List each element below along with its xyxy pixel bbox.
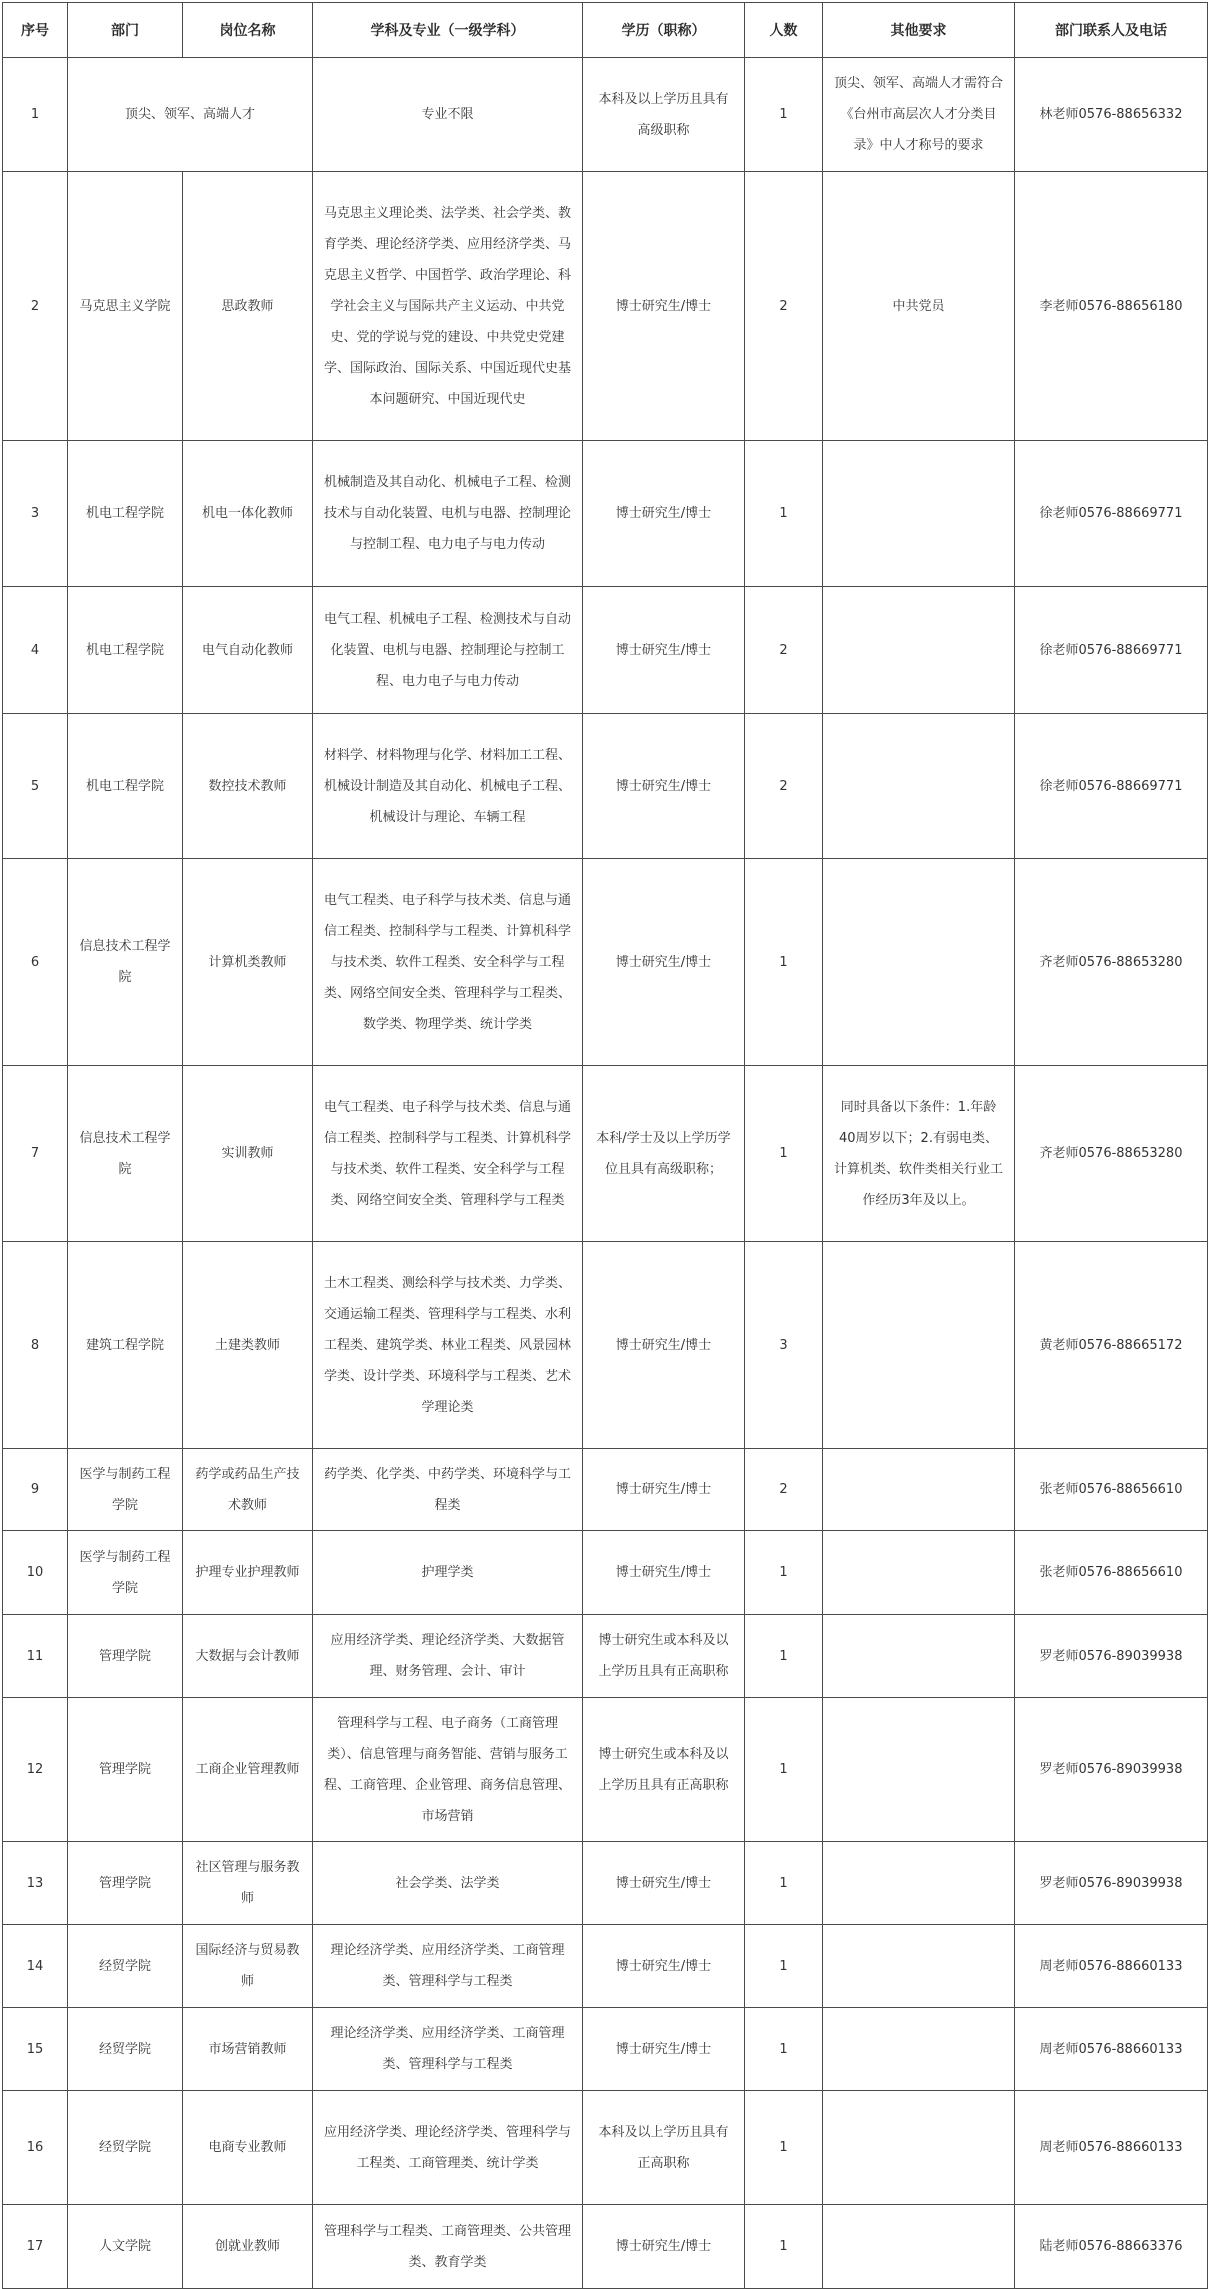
cell-major: 应用经济学类、理论经济学类、管理科学与工程类、工商管理类、统计学类: [313, 2091, 583, 2205]
cell-dept: 建筑工程学院: [68, 1242, 183, 1449]
cell-no: 10: [3, 1531, 68, 1615]
cell-dept: 人文学院: [68, 2205, 183, 2289]
cell-major: 土木工程类、测绘科学与技术类、力学类、交通运输工程类、管理科学与工程类、水利工程类、建筑学类、林业工程类、风景园林学类、设计学类、环境科学与工程类、艺术学理论类: [313, 1242, 583, 1449]
cell-count: 3: [745, 1242, 823, 1449]
cell-post: 大数据与会计教师: [183, 1615, 313, 1698]
cell-count: 2: [745, 1449, 823, 1531]
cell-count: 1: [745, 1842, 823, 1925]
cell-contact: 罗老师0576-89039938: [1015, 1615, 1208, 1698]
table-row: [3, 172, 1208, 441]
cell-other: [823, 1925, 1015, 2008]
cell-post: 国际经济与贸易教师: [183, 1925, 313, 2008]
cell-contact: 周老师0576-88660133: [1015, 2091, 1208, 2205]
cell-post: 药学或药品生产技术教师: [183, 1449, 313, 1531]
cell-count: 1: [745, 58, 823, 172]
table-row: [3, 859, 1208, 1066]
cell-dept: 医学与制药工程学院: [68, 1449, 183, 1531]
cell-no: 16: [3, 2091, 68, 2205]
cell-edu: 博士研究生/博士: [583, 714, 745, 859]
cell-no: 1: [3, 58, 68, 172]
cell-other: [823, 441, 1015, 587]
cell-major: 理论经济学类、应用经济学类、工商管理类、管理科学与工程类: [313, 1925, 583, 2008]
cell-dept: 经贸学院: [68, 2008, 183, 2091]
table-row: [3, 441, 1208, 587]
cell-contact: 周老师0576-88660133: [1015, 1925, 1208, 2008]
cell-other: 中共党员: [823, 172, 1015, 441]
cell-edu: 博士研究生或本科及以上学历且具有正高职称: [583, 1698, 745, 1842]
cell-major: 理论经济学类、应用经济学类、工商管理类、管理科学与工程类: [313, 2008, 583, 2091]
cell-major: 材料学、材料物理与化学、材料加工工程、机械设计制造及其自动化、机械电子工程、机械设计与理论、车辆工程: [313, 714, 583, 859]
cell-post: 社区管理与服务教师: [183, 1842, 313, 1925]
table-row: [3, 1842, 1208, 1925]
cell-no: 3: [3, 441, 68, 587]
header-count: 人数: [745, 3, 823, 58]
cell-contact: 林老师0576-88656332: [1015, 58, 1208, 172]
table-row: [3, 1531, 1208, 1615]
cell-post: 创就业教师: [183, 2205, 313, 2289]
cell-post: 思政教师: [183, 172, 313, 441]
cell-post: 电气自动化教师: [183, 587, 313, 714]
header-contact: 部门联系人及电话: [1015, 3, 1208, 58]
cell-edu: 本科及以上学历且具有高级职称: [583, 58, 745, 172]
cell-dept: 顶尖、领军、高端人才: [68, 58, 313, 172]
cell-other: 顶尖、领军、高端人才需符合《台州市高层次人才分类目录》中人才称号的要求: [823, 58, 1015, 172]
recruitment-table: [2, 2, 1208, 2289]
cell-count: 2: [745, 714, 823, 859]
cell-no: 4: [3, 587, 68, 714]
cell-edu: 博士研究生/博士: [583, 1925, 745, 2008]
cell-no: 9: [3, 1449, 68, 1531]
cell-major: 机械制造及其自动化、机械电子工程、检测技术与自动化装置、电机与电器、控制理论与控制工程、电力电子与电力传动: [313, 441, 583, 587]
cell-contact: 齐老师0576-88653280: [1015, 859, 1208, 1066]
cell-other: [823, 587, 1015, 714]
cell-other: 同时具备以下条件：1.年龄40周岁以下；2.有弱电类、计算机类、软件类相关行业工作经历3年及以上。: [823, 1066, 1015, 1242]
cell-count: 1: [745, 2091, 823, 2205]
cell-post: 计算机类教师: [183, 859, 313, 1066]
cell-contact: 罗老师0576-89039938: [1015, 1698, 1208, 1842]
cell-no: 14: [3, 1925, 68, 2008]
cell-edu: 博士研究生或本科及以上学历且具有正高职称: [583, 1615, 745, 1698]
cell-no: 13: [3, 1842, 68, 1925]
table-row: [3, 2008, 1208, 2091]
table-row: [3, 1698, 1208, 1842]
cell-contact: 李老师0576-88656180: [1015, 172, 1208, 441]
cell-other: [823, 1242, 1015, 1449]
cell-count: 1: [745, 1066, 823, 1242]
table-row: [3, 1925, 1208, 2008]
cell-other: [823, 1698, 1015, 1842]
cell-contact: 罗老师0576-89039938: [1015, 1842, 1208, 1925]
cell-other: [823, 2008, 1015, 2091]
cell-other: [823, 2091, 1015, 2205]
cell-no: 6: [3, 859, 68, 1066]
cell-contact: 徐老师0576-88669771: [1015, 441, 1208, 587]
header-post: 岗位名称: [183, 3, 313, 58]
header-dept: 部门: [68, 3, 183, 58]
header-edu: 学历（职称）: [583, 3, 745, 58]
table-row: [3, 1066, 1208, 1242]
cell-edu: 博士研究生/博士: [583, 2008, 745, 2091]
cell-post: 电商专业教师: [183, 2091, 313, 2205]
table-row: [3, 587, 1208, 714]
cell-major: 电气工程、机械电子工程、检测技术与自动化装置、电机与电器、控制理论与控制工程、电力电子与电力传动: [313, 587, 583, 714]
cell-post: 工商企业管理教师: [183, 1698, 313, 1842]
cell-edu: 博士研究生/博士: [583, 172, 745, 441]
cell-no: 12: [3, 1698, 68, 1842]
cell-dept: 管理学院: [68, 1842, 183, 1925]
cell-dept: 管理学院: [68, 1698, 183, 1842]
cell-dept: 信息技术工程学院: [68, 859, 183, 1066]
header-row: [3, 3, 1208, 58]
cell-major: 护理学类: [313, 1531, 583, 1615]
table-row: [3, 1615, 1208, 1698]
cell-major: 管理科学与工程、电子商务（工商管理类）、信息管理与商务智能、营销与服务工程、工商管理、企业管理、商务信息管理、市场营销: [313, 1698, 583, 1842]
cell-count: 1: [745, 1531, 823, 1615]
cell-major: 社会学类、法学类: [313, 1842, 583, 1925]
cell-edu: 本科及以上学历且具有正高职称: [583, 2091, 745, 2205]
cell-dept: 经贸学院: [68, 2091, 183, 2205]
cell-other: [823, 714, 1015, 859]
cell-dept: 医学与制药工程学院: [68, 1531, 183, 1615]
cell-edu: 博士研究生/博士: [583, 441, 745, 587]
cell-count: 1: [745, 1615, 823, 1698]
cell-dept: 信息技术工程学院: [68, 1066, 183, 1242]
header-other: 其他要求: [823, 3, 1015, 58]
cell-edu: 博士研究生/博士: [583, 1242, 745, 1449]
cell-count: 1: [745, 2205, 823, 2289]
cell-no: 11: [3, 1615, 68, 1698]
table-row: [3, 2205, 1208, 2289]
cell-edu: 博士研究生/博士: [583, 1842, 745, 1925]
header-no: 序号: [3, 3, 68, 58]
cell-major: 应用经济学类、理论经济学类、大数据管理、财务管理、会计、审计: [313, 1615, 583, 1698]
cell-dept: 经贸学院: [68, 1925, 183, 2008]
cell-edu: 博士研究生/博士: [583, 587, 745, 714]
cell-no: 2: [3, 172, 68, 441]
cell-contact: 陆老师0576-88663376: [1015, 2205, 1208, 2289]
cell-edu: 本科/学士及以上学历学位且具有高级职称；: [583, 1066, 745, 1242]
cell-contact: 周老师0576-88660133: [1015, 2008, 1208, 2091]
cell-dept: 马克思主义学院: [68, 172, 183, 441]
cell-major: 药学类、化学类、中药学类、环境科学与工程类: [313, 1449, 583, 1531]
cell-post: 机电一体化教师: [183, 441, 313, 587]
cell-contact: 齐老师0576-88653280: [1015, 1066, 1208, 1242]
cell-other: [823, 2205, 1015, 2289]
cell-major: 专业不限: [313, 58, 583, 172]
cell-edu: 博士研究生/博士: [583, 2205, 745, 2289]
cell-count: 2: [745, 172, 823, 441]
cell-contact: 张老师0576-88656610: [1015, 1531, 1208, 1615]
cell-major: 马克思主义理论类、法学类、社会学类、教育学类、理论经济学类、应用经济学类、马克思主义哲学、中国哲学、政治学理论、科学社会主义与国际共产主义运动、中共党史、党的学说与党的建设、中共党史党建学、国际政治、国际关系、中国近现代史基本问题研究、中国近现代史: [313, 172, 583, 441]
cell-dept: 机电工程学院: [68, 441, 183, 587]
cell-post: 实训教师: [183, 1066, 313, 1242]
cell-contact: 徐老师0576-88669771: [1015, 714, 1208, 859]
table-row: [3, 1242, 1208, 1449]
cell-contact: 徐老师0576-88669771: [1015, 587, 1208, 714]
cell-edu: 博士研究生/博士: [583, 1449, 745, 1531]
cell-no: 7: [3, 1066, 68, 1242]
cell-count: 1: [745, 441, 823, 587]
cell-major: 电气工程类、电子科学与技术类、信息与通信工程类、控制科学与工程类、计算机科学与技术类、软件工程类、安全科学与工程类、网络空间安全类、管理科学与工程类: [313, 1066, 583, 1242]
cell-edu: 博士研究生/博士: [583, 859, 745, 1066]
cell-no: 17: [3, 2205, 68, 2289]
table-row: [3, 1449, 1208, 1531]
cell-post: 数控技术教师: [183, 714, 313, 859]
cell-count: 1: [745, 859, 823, 1066]
cell-edu: 博士研究生/博士: [583, 1531, 745, 1615]
table-row: [3, 58, 1208, 172]
cell-contact: 张老师0576-88656610: [1015, 1449, 1208, 1531]
cell-dept: 管理学院: [68, 1615, 183, 1698]
cell-post: 护理专业护理教师: [183, 1531, 313, 1615]
cell-other: [823, 859, 1015, 1066]
cell-count: 1: [745, 1925, 823, 2008]
cell-dept: 机电工程学院: [68, 587, 183, 714]
cell-other: [823, 1842, 1015, 1925]
cell-other: [823, 1615, 1015, 1698]
table-row: [3, 714, 1208, 859]
cell-count: 2: [745, 587, 823, 714]
cell-post: 市场营销教师: [183, 2008, 313, 2091]
cell-count: 1: [745, 1698, 823, 1842]
cell-contact: 黄老师0576-88665172: [1015, 1242, 1208, 1449]
header-major: 学科及专业（一级学科）: [313, 3, 583, 58]
cell-no: 15: [3, 2008, 68, 2091]
cell-major: 电气工程类、电子科学与技术类、信息与通信工程类、控制科学与工程类、计算机科学与技术类、软件工程类、安全科学与工程类、网络空间安全类、管理科学与工程类、数学类、物理学类、统计学类: [313, 859, 583, 1066]
table-row: [3, 2091, 1208, 2205]
cell-no: 5: [3, 714, 68, 859]
cell-no: 8: [3, 1242, 68, 1449]
cell-other: [823, 1531, 1015, 1615]
cell-dept: 机电工程学院: [68, 714, 183, 859]
cell-count: 1: [745, 2008, 823, 2091]
cell-major: 管理科学与工程类、工商管理类、公共管理类、教育学类: [313, 2205, 583, 2289]
cell-post: 土建类教师: [183, 1242, 313, 1449]
cell-other: [823, 1449, 1015, 1531]
